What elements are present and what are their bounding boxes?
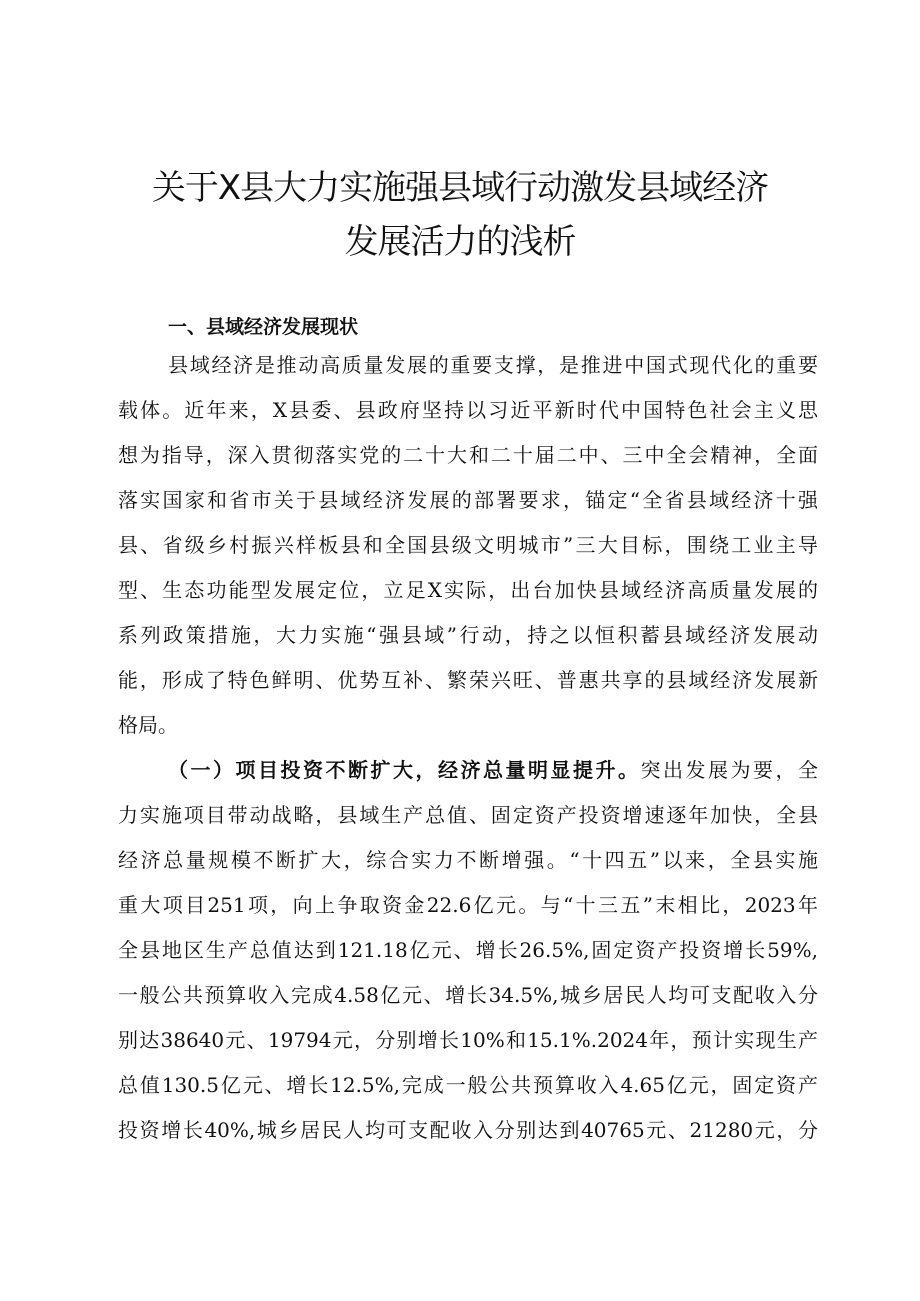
paragraph-line: 别达38640元、19794元，分别增长10%和15.1%.2024年，预计实现生产: [118, 1028, 818, 1052]
paragraph-line: 一般公共预算收入完成4.58亿元、增长34.5%,城乡居民人均可支配收入分: [118, 983, 818, 1007]
paragraph-line: 落实国家和省市关于县域经济发展的部署要求，锚定“全省县域经济十强: [118, 488, 818, 512]
paragraph-line: 力实施项目带动战略，县域生产总值、固定资产投资增速逐年加快，全县: [118, 803, 818, 827]
paragraph-line: 型、生态功能型发展定位，立足X实际，出台加快县域经济高质量发展的: [118, 578, 818, 602]
section-heading: 一、县域经济发展现状: [168, 316, 359, 338]
paragraph-line: 县域经济是推动高质量发展的重要支撑，是推进中国式现代化的重要: [168, 353, 818, 377]
paragraph-line: 载体。近年来，X县委、县政府坚持以习近平新时代中国特色社会主义思: [118, 398, 818, 422]
paragraph-line: [168, 755, 818, 785]
paragraph-line: 想为指导，深入贯彻落实党的二十大和二十届二中、三中全会精神，全面: [118, 443, 818, 467]
paragraph-text: 突出发展为要，全: [640, 758, 818, 782]
paragraph-line: 重大项目251项，向上争取资金22.6亿元。与“十三五”末相比，2023年: [118, 893, 818, 917]
paragraph-line: 投资增长40%,城乡居民人均可支配收入分别达到40765元、21280元，分: [118, 1118, 818, 1142]
paragraph-line: 系列政策措施，大力实施“强县域”行动，持之以恒积蓄县域经济发展动: [118, 623, 818, 647]
paragraph-line: 总值130.5亿元、增长12.5%,完成一般公共预算收入4.65亿元，固定资产: [118, 1073, 818, 1097]
subsection-heading: （一）项目投资不断扩大，经济总量明显提升。: [168, 758, 641, 782]
paragraph-line: 经济总量规模不断扩大，综合实力不断增强。“十四五”以来，全县实施: [118, 848, 818, 872]
paragraph-line: 能，形成了特色鲜明、优势互补、繁荣兴旺、普惠共享的县域经济发展新: [118, 668, 818, 692]
paragraph-line: 县、省级乡村振兴样板县和全国县级文明城市”三大目标，围绕工业主导: [118, 533, 818, 557]
paragraph-line: 全县地区生产总值达到121.18亿元、增长26.5%,固定资产投资增长59%,: [118, 938, 818, 962]
document-title-line-1: 关于X县大力实施强县域行动激发县域经济: [151, 168, 769, 208]
document-title-line-2: 发展活力的浅析: [344, 222, 576, 262]
paragraph-line: 格局。: [118, 713, 178, 737]
